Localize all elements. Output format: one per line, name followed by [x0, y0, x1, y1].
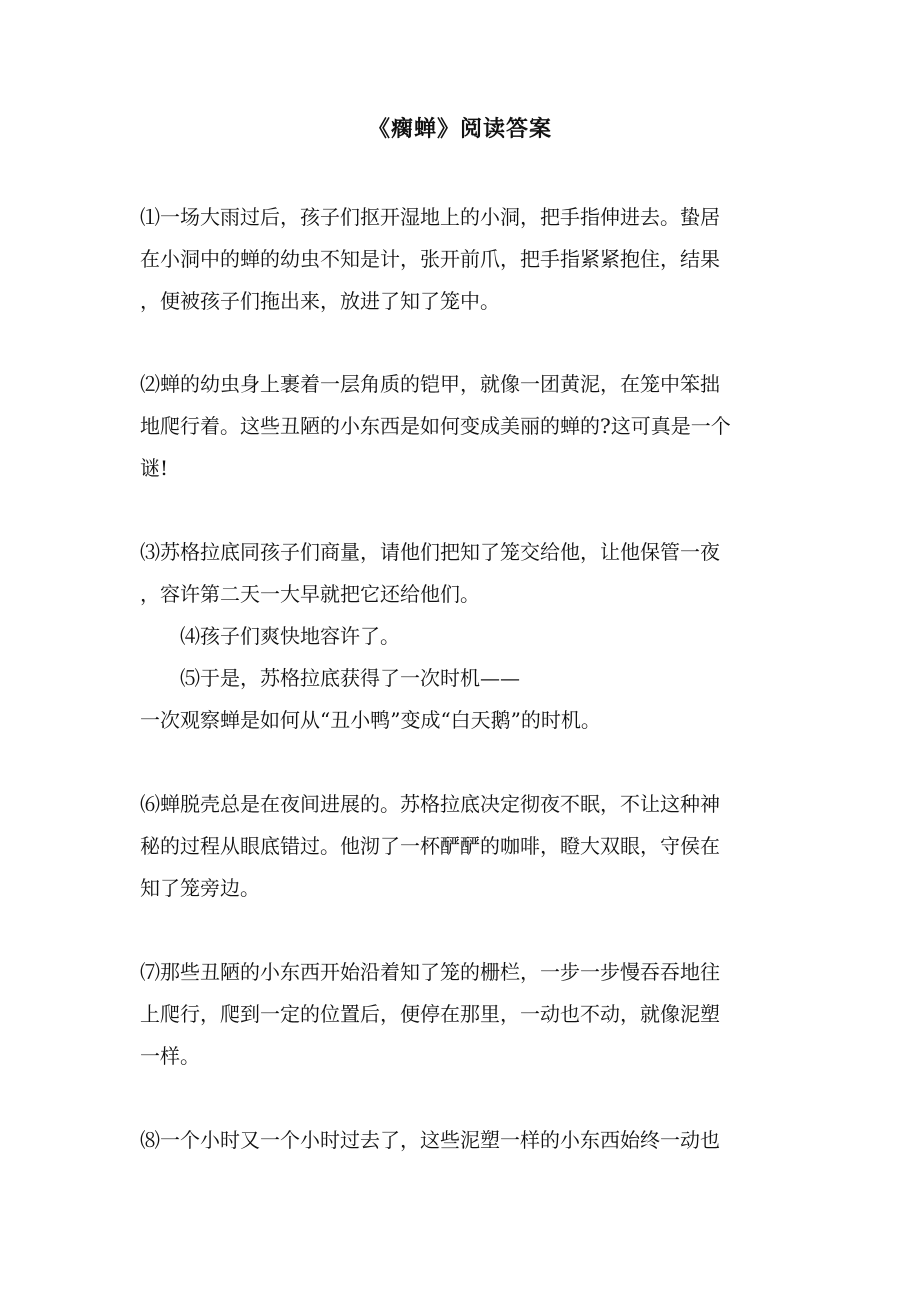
paragraph-2-line-1: ⑵蝉的幼虫身上裹着一层角质的铠甲，就像一团黄泥，在笼中笨拙 [140, 372, 720, 396]
paragraph-4-line-1: ⑷孩子们爽快地容许了。 [180, 624, 400, 648]
document-title: 《瘸蝉》阅读答案 [367, 116, 552, 142]
paragraph-5-line-2: 一次观察蝉是如何从“丑小鸭”变成“白天鹅”的时机。 [140, 708, 601, 732]
paragraph-2-line-3: 谜! [140, 456, 169, 480]
paragraph-6-line-1: ⑹蝉脱壳总是在夜间进展的。苏格拉底决定彻夜不眠，不让这种神 [140, 792, 720, 816]
paragraph-7-line-2: 上爬行，爬到一定的位置后，便停在那里，一动也不动，就像泥塑 [140, 1002, 720, 1026]
paragraph-1-line-1: ⑴一场大雨过后，孩子们抠开湿地上的小洞，把手指伸进去。蛰居 [140, 205, 720, 229]
paragraph-2-line-2: 地爬行着。这些丑陋的小东西是如何变成美丽的蝉的?这可真是一个 [140, 414, 731, 438]
paragraph-3-line-2: ，容许第二天一大早就把它还给他们。 [140, 582, 480, 606]
paragraph-7-line-1: ⑺那些丑陋的小东西开始沿着知了笼的栅栏，一步一步慢吞吞地往 [140, 960, 720, 984]
paragraph-1-line-2: 在小洞中的蝉的幼虫不知是计，张开前爪，把手指紧紧抱住，结果 [140, 247, 720, 271]
paragraph-6-line-2: 秘的过程从眼底错过。他沏了一杯酽酽的咖啡，瞪大双眼，守侯在 [140, 834, 720, 858]
paragraph-8-line-1: ⑻一个小时又一个小时过去了，这些泥塑一样的小东西始终一动也 [140, 1128, 720, 1152]
paragraph-3-line-1: ⑶苏格拉底同孩子们商量，请他们把知了笼交给他，让他保管一夜 [140, 540, 720, 564]
paragraph-5-line-1: ⑸于是，苏格拉底获得了一次时机—— [180, 666, 520, 690]
paragraph-7-line-3: 一样。 [140, 1044, 200, 1068]
paragraph-1-line-3: ，便被孩子们拖出来，放进了知了笼中。 [140, 289, 500, 313]
paragraph-6-line-3: 知了笼旁边。 [140, 876, 260, 900]
